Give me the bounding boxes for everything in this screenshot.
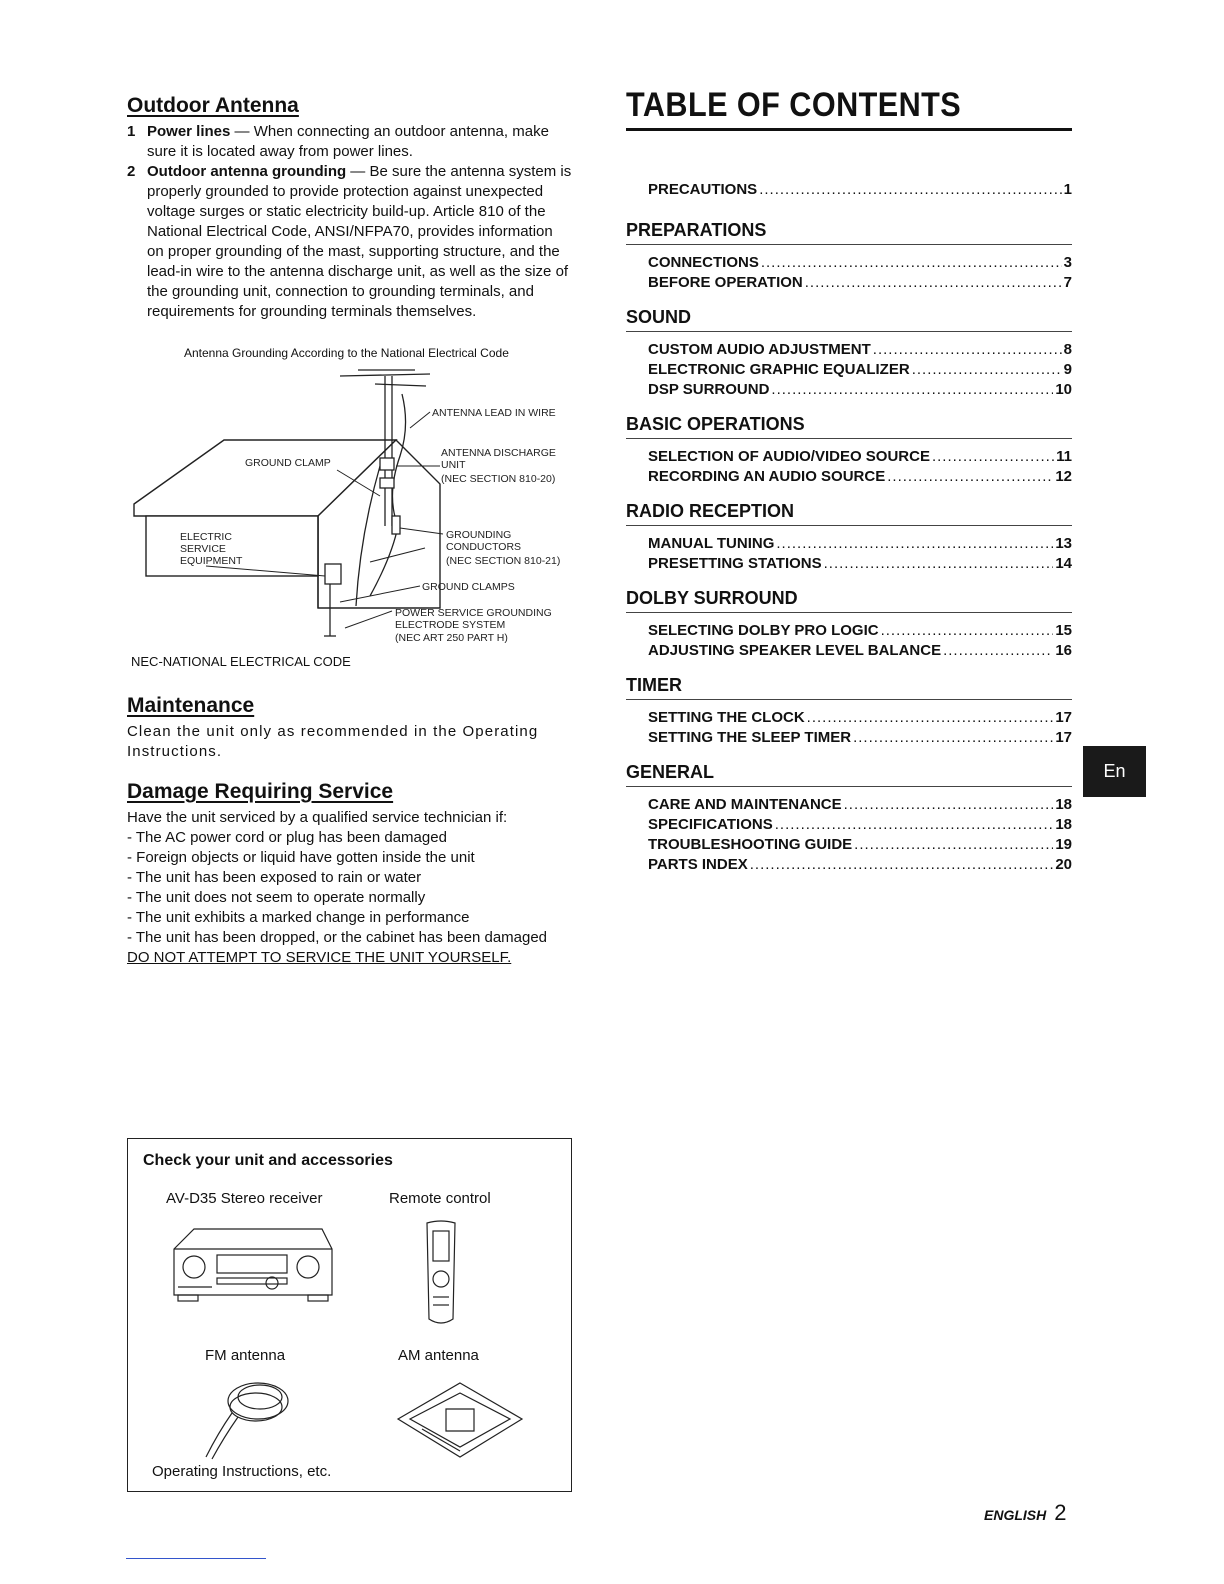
toc-entry-precautions[interactable]: [626, 180, 1072, 200]
entry-page: 1: [1063, 181, 1072, 198]
leader-dots: [887, 467, 1053, 487]
entry-label: PRESETTING STATIONS: [648, 555, 822, 572]
maintenance-text: Clean the unit only as recommended in the Operating Instructions.: [127, 723, 539, 760]
maintenance-section: [127, 694, 573, 762]
entry-label: RECORDING AN AUDIO SOURCE: [648, 468, 886, 485]
section-rule: [626, 786, 1072, 787]
am-antenna-illustration: [392, 1379, 528, 1461]
entry-label: CARE AND MAINTENANCE: [648, 796, 842, 813]
entry-page: 7: [1063, 274, 1072, 291]
damage-warning: DO NOT ATTEMPT TO SERVICE THE UNIT YOURSELF.: [127, 949, 512, 966]
outdoor-antenna-title: Outdoor Antenna: [127, 94, 299, 117]
entry-page: 13: [1055, 535, 1072, 552]
entry-label: DSP SURROUND: [648, 381, 770, 398]
section-rule: [626, 699, 1072, 700]
item-number: 2: [127, 163, 136, 180]
section-rule: [626, 438, 1072, 439]
label-discharge-2: UNIT: [441, 459, 466, 471]
remote-caption: Remote control: [389, 1190, 491, 1207]
leader-dots: [771, 380, 1053, 400]
item-text: — Be sure the antenna system is properly grounded to provide protection against unexpected voltage surges or static electricity build-up. Article 810 of the National Electrical Code, ANSI/NFPA70, provides information on proper grounding of the mast, supporting structure, and the lead-in wire to the antenna discharge unit, as well as the size of the grounding unit, connection to grounding terminals, and requirements for grounding terminals themselves.: [147, 163, 572, 320]
list-item: - Foreign objects or liquid have gotten inside the unit: [127, 849, 475, 866]
leader-dots: [776, 534, 1053, 554]
entry-page: 17: [1055, 709, 1072, 726]
entry-page: 8: [1063, 341, 1072, 358]
section-rule: [626, 525, 1072, 526]
toc-entry-specifications[interactable]: [626, 815, 1072, 835]
section-rule: [626, 331, 1072, 332]
entry-page: 20: [1055, 856, 1072, 873]
toc-entry-presetting[interactable]: [626, 554, 1072, 574]
entry-label: CUSTOM AUDIO ADJUSTMENT: [648, 341, 871, 358]
leader-dots: [943, 641, 1053, 661]
toc-entry-custom-audio[interactable]: [626, 340, 1072, 360]
power-lines-item: [127, 122, 573, 162]
toc-entry-manual-tuning[interactable]: [626, 534, 1072, 554]
nec-footnote: NEC-NATIONAL ELECTRICAL CODE: [131, 654, 351, 669]
toc-entry-sleep-timer[interactable]: [626, 728, 1072, 748]
label-grounding-2: CONDUCTORS: [446, 541, 522, 553]
section-rule: [626, 244, 1072, 245]
leader-dots: [854, 835, 1053, 855]
language-tab: En: [1083, 746, 1146, 797]
toc-entry-av-source[interactable]: [626, 447, 1072, 467]
outdoor-antenna-section: [127, 94, 573, 322]
item-lead: Outdoor antenna grounding: [147, 163, 347, 180]
entry-page: 14: [1055, 555, 1072, 572]
entry-label: SETTING THE CLOCK: [648, 709, 805, 726]
toc-entry-care[interactable]: [626, 795, 1072, 815]
section-head-general: GENERAL: [626, 762, 715, 782]
damage-intro: Have the unit serviced by a qualified service technician if:: [127, 809, 508, 826]
toc-entry-before-operation[interactable]: [626, 273, 1072, 293]
list-item: - The AC power cord or plug has been damaged: [127, 829, 447, 846]
label-grounding-1: GROUNDING: [446, 529, 512, 541]
leader-dots: [932, 447, 1054, 467]
label-grounding-3: (NEC SECTION 810-21): [446, 555, 561, 567]
leader-dots: [775, 815, 1054, 835]
maintenance-title: Maintenance: [127, 694, 255, 717]
toc-entry-clock[interactable]: [626, 708, 1072, 728]
section-head-basic-operations: BASIC OPERATIONS: [626, 414, 805, 434]
list-item: - The unit does not seem to operate normally: [127, 889, 426, 906]
leader-dots: [759, 180, 1061, 200]
toc-entry-graphic-equalizer[interactable]: [626, 360, 1072, 380]
entry-page: 18: [1055, 816, 1072, 833]
label-electric-1: ELECTRIC: [180, 531, 232, 543]
leader-dots: [750, 855, 1054, 875]
docs-caption: Operating Instructions, etc.: [152, 1463, 332, 1480]
damage-section: [127, 780, 573, 968]
section-head-dolby: DOLBY SURROUND: [626, 588, 798, 608]
entry-label: PRECAUTIONS: [648, 181, 758, 198]
remote-illustration: [421, 1219, 461, 1329]
label-lead-in: ANTENNA LEAD IN WIRE: [432, 407, 556, 419]
label-power-1: POWER SERVICE GROUNDING: [395, 607, 552, 619]
receiver-caption: AV-D35 Stereo receiver: [166, 1190, 323, 1207]
page-number: 2: [1054, 1500, 1067, 1525]
entry-page: 16: [1055, 642, 1072, 659]
toc-entry-connections[interactable]: [626, 253, 1072, 273]
am-caption: AM antenna: [398, 1347, 479, 1364]
entry-page: 9: [1063, 361, 1072, 378]
entry-label: PARTS INDEX: [648, 856, 748, 873]
leader-dots: [881, 621, 1054, 641]
grounding-item: [127, 162, 573, 322]
leader-dots: [853, 728, 1053, 748]
entry-label: ADJUSTING SPEAKER LEVEL BALANCE: [648, 642, 942, 659]
label-power-3: (NEC ART 250 PART H): [395, 632, 508, 644]
section-rule: [626, 612, 1072, 613]
label-ground-clamp: GROUND CLAMP: [245, 457, 331, 469]
label-electric-3: EQUIPMENT: [180, 555, 243, 567]
toc-entry-dsp-surround[interactable]: [626, 380, 1072, 400]
entry-label: SETTING THE SLEEP TIMER: [648, 729, 852, 746]
label-discharge-3: (NEC SECTION 810-20): [441, 473, 556, 485]
section-head-timer: TIMER: [626, 675, 682, 695]
leader-dots: [761, 253, 1062, 273]
list-item: - The unit has been exposed to rain or water: [127, 869, 422, 886]
leader-dots: [824, 554, 1054, 574]
toc-entry-pro-logic[interactable]: [626, 621, 1072, 641]
footer-language: ENGLISH: [984, 1507, 1047, 1523]
receiver-illustration: [172, 1225, 334, 1309]
page-title: TABLE OF CONTENTS: [626, 86, 962, 124]
entry-page: 12: [1055, 468, 1072, 485]
damage-title: Damage Requiring Service: [127, 780, 394, 803]
bottom-rule: [126, 1558, 266, 1559]
toc-entry-parts-index[interactable]: [626, 855, 1072, 875]
entry-page: 3: [1063, 254, 1072, 271]
leader-dots: [807, 708, 1054, 728]
fm-caption: FM antenna: [205, 1347, 286, 1364]
title-rule: [626, 128, 1072, 131]
section-head-sound: SOUND: [626, 307, 692, 327]
entry-label: BEFORE OPERATION: [648, 274, 803, 291]
toc-entry-speaker-balance[interactable]: [626, 641, 1072, 661]
leader-dots: [873, 340, 1062, 360]
diagram-caption: Antenna Grounding According to the National Electrical Code: [184, 346, 509, 360]
label-power-2: ELECTRODE SYSTEM: [395, 619, 506, 631]
antenna-grounding-diagram: [130, 366, 580, 650]
item-text: — When connecting an outdoor antenna, make sure it is located away from power lines.: [147, 123, 549, 160]
accessories-box: [127, 1138, 572, 1492]
section-head-preparations: PREPARATIONS: [626, 220, 767, 240]
entry-label: SELECTION OF AUDIO/VIDEO SOURCE: [648, 448, 930, 465]
label-ground-clamps: GROUND CLAMPS: [422, 581, 515, 593]
leader-dots: [912, 360, 1062, 380]
section-head-radio: RADIO RECEPTION: [626, 501, 795, 521]
toc-entry-troubleshooting[interactable]: [626, 835, 1072, 855]
entry-label: TROUBLESHOOTING GUIDE: [648, 836, 853, 853]
entry-label: MANUAL TUNING: [648, 535, 775, 552]
page-footer: [984, 1500, 1066, 1526]
entry-label: ELECTRONIC GRAPHIC EQUALIZER: [648, 361, 910, 378]
damage-list: [127, 828, 573, 948]
toc-list: [626, 180, 1072, 875]
entry-page: 19: [1055, 836, 1072, 853]
item-lead: Power lines: [147, 123, 231, 140]
entry-page: 15: [1055, 622, 1072, 639]
toc-title: [626, 86, 998, 125]
list-item: - The unit has been dropped, or the cabinet has been damaged: [127, 929, 548, 946]
entry-label: SPECIFICATIONS: [648, 816, 773, 833]
entry-page: 10: [1055, 381, 1072, 398]
fm-antenna-illustration: [198, 1373, 318, 1463]
item-number: 1: [127, 123, 136, 140]
accessories-title: Check your unit and accessories: [143, 1152, 393, 1169]
label-electric-2: SERVICE: [180, 543, 226, 555]
entry-label: SELECTING DOLBY PRO LOGIC: [648, 622, 879, 639]
list-item: - The unit exhibits a marked change in performance: [127, 909, 470, 926]
toc-entry-recording[interactable]: [626, 467, 1072, 487]
leader-dots: [805, 273, 1062, 293]
leader-dots: [844, 795, 1054, 815]
entry-page: 17: [1055, 729, 1072, 746]
label-discharge-1: ANTENNA DISCHARGE: [441, 447, 556, 459]
entry-page: 18: [1055, 796, 1072, 813]
entry-label: CONNECTIONS: [648, 254, 759, 271]
entry-page: 11: [1056, 448, 1072, 465]
